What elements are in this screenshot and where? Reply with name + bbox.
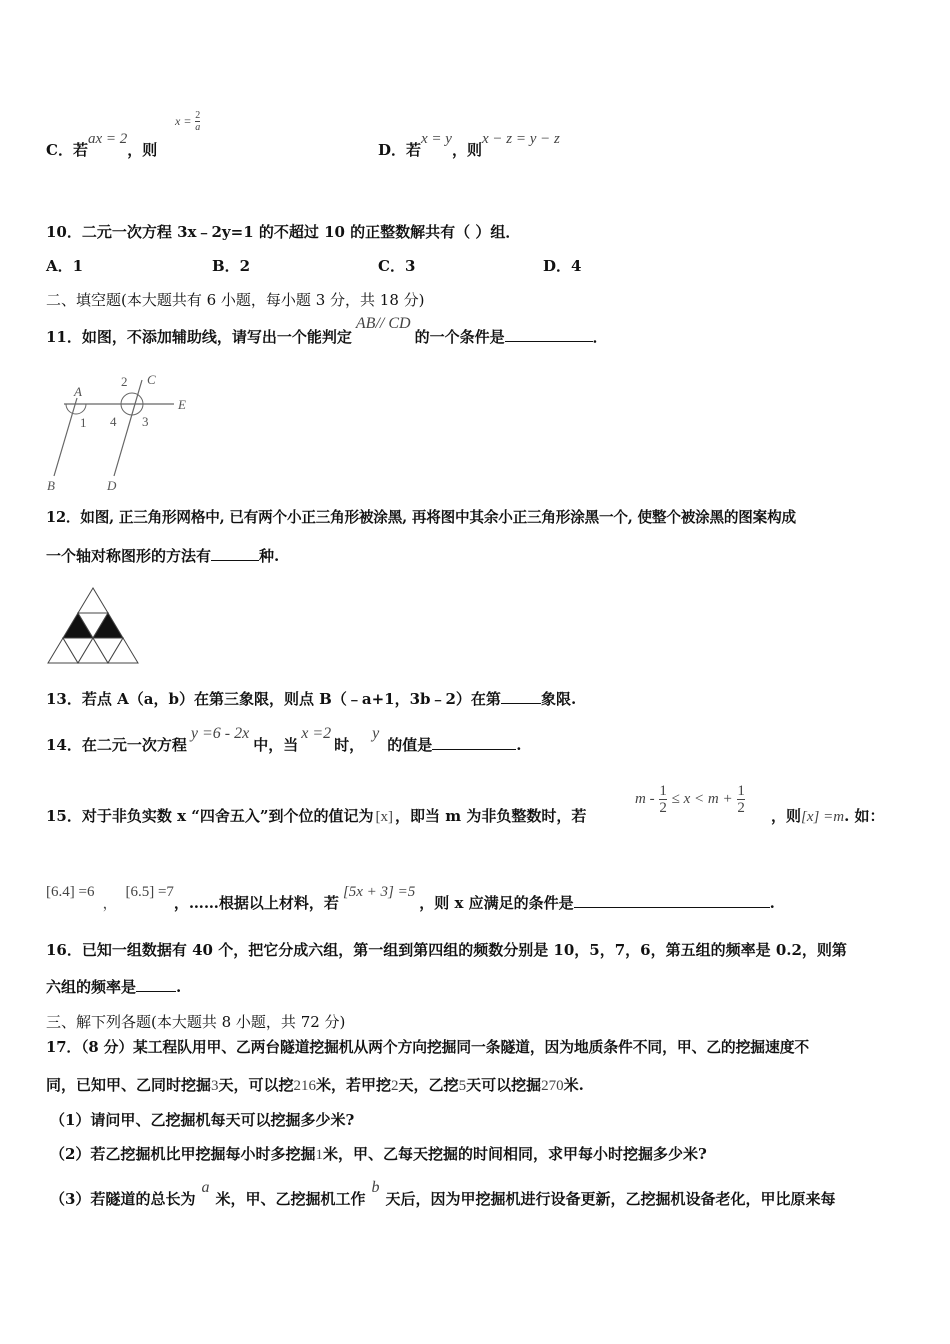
q15-post2: ，则 x 应满足的条件是 (419, 894, 574, 912)
q17-line2 (46, 1075, 584, 1096)
q11-post: 的一个条件是 (414, 328, 505, 346)
q15-example2: [6.5] =7 (125, 884, 174, 900)
q11-figure (44, 368, 204, 498)
q17-var-b: b (371, 1179, 380, 1196)
q12-line2 (46, 546, 279, 566)
q17-part1: （1）请问甲、乙挖掘机每天可以挖掘多少米? (50, 1111, 355, 1129)
q17-num-216: 216 (293, 1078, 317, 1094)
q14-pre: 14．在二元一次方程 (46, 736, 187, 754)
q13-post: 象限. (540, 690, 577, 708)
q15-line1 (46, 806, 586, 827)
q14-mid: 中，当 (253, 736, 299, 754)
q14-mid2: 时， (334, 736, 365, 754)
q15-bracket-x: [x] (375, 809, 394, 825)
q15-half-right (737, 783, 745, 816)
q9-c-result-den: a (195, 122, 201, 133)
q12-figure (47, 585, 139, 665)
q15-half-left-num: 1 (659, 783, 667, 799)
q15-line1-tail (771, 806, 885, 827)
q11-math: AB// CD (355, 315, 411, 332)
q12-answer-blank[interactable] (211, 546, 259, 561)
q14-answer-blank[interactable] (432, 735, 516, 750)
q15-end: . (769, 894, 775, 912)
section3-title: 三、解下列各题(本大题共 8 小题，共 72 分) (46, 1013, 346, 1031)
q14-text (46, 725, 522, 756)
q12-line2-pre: 一个轴对称图形的方法有 (46, 547, 212, 565)
q14-equation: y =6 - 2x (190, 725, 250, 742)
q17-num-3: 3 (211, 1078, 219, 1094)
q17-l2c: 米，若甲挖 (316, 1076, 392, 1094)
q16-line2-post: . (176, 978, 182, 996)
q17-l2e: 天可以挖掘 (466, 1076, 542, 1094)
q11-label-3: 3 (142, 414, 149, 429)
q11-pre: 11．如图，不添加辅助线，请写出一个能判定 (46, 328, 352, 346)
q15-line2 (46, 884, 775, 914)
q14-end: . (516, 736, 522, 754)
q17-l2a: 同，已知甲、乙同时挖掘 (46, 1076, 212, 1094)
q9-c-then: ，则 (127, 141, 158, 159)
q17-line1: 17．（8 分）某工程队用甲、乙两台隧道挖掘机从两个方向挖掘同一条隧道，因为地质条件不同，甲、乙的挖掘速度不 (46, 1039, 810, 1056)
q11-label-2: 2 (121, 374, 128, 389)
q15-post: . 如： (844, 807, 885, 825)
q11-text (46, 315, 608, 348)
q15-ineq-mid: ≤ x < m + (671, 791, 733, 807)
q17-l2f: 米. (563, 1076, 584, 1094)
q15-pre: 15．对于非负实数 x “四舍五入”到个位的值记为 (46, 807, 374, 825)
q15-ineq-m: m - (635, 791, 655, 807)
q9-option-c (46, 131, 158, 161)
q16-line2-pre: 六组的频率是 (46, 978, 137, 996)
q9-d-result: x − z = y − z (481, 131, 560, 147)
q17-p3a: （3）若隧道的总长为 (50, 1190, 196, 1208)
q15-half-right-den: 2 (737, 800, 745, 816)
q10-option-d: D．4 (543, 257, 582, 275)
q17-p3c: 天后，因为甲挖掘机进行设备更新，乙挖掘机设备老化，甲比原来每 (385, 1190, 836, 1208)
q17-l2d: 天，乙挖 (398, 1076, 459, 1094)
q17-var-a: a (201, 1179, 210, 1196)
q15-half-left-den: 2 (659, 800, 667, 816)
q10-option-b: B．2 (212, 257, 251, 275)
q15-condition: [5x + 3] =5 (342, 884, 416, 900)
q15-half-right-num: 1 (737, 783, 745, 799)
q9-c-result-num: 2 (195, 110, 201, 121)
q17-p2b: 米，甲、乙每天挖掘的时间相同，求甲每小时挖掘多少米? (322, 1145, 707, 1163)
q17-p2a: （2）若乙挖掘机比甲挖掘每小时多挖掘 (50, 1145, 316, 1163)
q9-d-label: D．若 (378, 141, 422, 159)
q15-mid: ，即当 m 为非负整数时，若 (395, 807, 587, 825)
q12-line2-post: 种. (259, 547, 280, 565)
q17-num-5: 5 (458, 1078, 467, 1094)
q14-post: 的值是 (387, 736, 433, 754)
q14-condition: x =2 (301, 725, 332, 742)
q17-l2b: 天，可以挖 (218, 1076, 294, 1094)
q9-c-condition: ax = 2 (87, 131, 128, 147)
q11-label-a: A (74, 384, 82, 399)
q9-c-result-fraction (195, 110, 200, 133)
q16-answer-blank[interactable] (136, 977, 176, 992)
q13-text (46, 689, 576, 709)
q15-example1: [6.4] =6 (46, 884, 95, 900)
q15-eq-result: [x] =m (801, 809, 845, 825)
q15-inequality (635, 783, 745, 816)
q11-label-1: 1 (80, 415, 87, 430)
q13-pre: 13．若点 A（a，b）在第三象限，则点 B（﹣a+1，3b﹣2）在第 (46, 690, 501, 708)
q17-num-2: 2 (391, 1078, 399, 1094)
q13-answer-blank[interactable] (501, 689, 541, 704)
q15-mid2: ，则 (771, 807, 802, 825)
q9-c-result (175, 110, 200, 133)
q11-label-b: B (47, 478, 55, 493)
q10-option-a: A．1 (46, 257, 84, 275)
q17-part2 (50, 1144, 707, 1165)
q16-line2 (46, 977, 181, 997)
q11-angle1-arc (66, 404, 86, 414)
q9-d-condition: x = y (421, 131, 452, 147)
q9-d-then: ，则 (451, 141, 482, 159)
q10-option-c: C．3 (378, 257, 416, 275)
section2-title: 二、填空题(本大题共有 6 小题，每小题 3 分，共 18 分) (46, 291, 425, 309)
q15-half-left (659, 783, 667, 816)
q9-c-result-lhs: x = (175, 114, 192, 128)
q11-answer-blank[interactable] (505, 327, 593, 342)
q12-line1: 12．如图, 正三角形网格中, 已有两个小正三角形被涂黑, 再将图中其余小正三角形涂黑一个, 使整个被涂黑的图案构成 (46, 509, 796, 526)
q17-p3b: 米，甲、乙挖掘机工作 (215, 1190, 366, 1208)
q14-var-y: y (372, 725, 380, 742)
q15-mid3: ，……根据以上材料，若 (173, 894, 339, 912)
q17-part3 (50, 1179, 836, 1210)
q9-c-label: C．若 (46, 141, 88, 159)
q17-num-270: 270 (541, 1078, 564, 1094)
q16-line1: 16．已知一组数据有 40 个，把它分成六组，第一组到第四组的频数分别是 10，5，7，6，第五组的频率是 0.2，则第 (46, 941, 847, 959)
q11-end: ． (592, 328, 608, 346)
q15-comma: ， (102, 896, 118, 912)
q11-label-4: 4 (110, 414, 117, 429)
q11-label-c: C (147, 372, 156, 387)
q12-tri-top (78, 588, 108, 613)
q11-label-d: D (107, 478, 117, 493)
q15-answer-blank[interactable] (574, 893, 770, 908)
q17-p2-num: 1 (315, 1147, 323, 1163)
q11-line-ab (54, 398, 77, 476)
q11-label-e: E (178, 397, 186, 412)
q10-stem: 10．二元一次方程 3x﹣2y=1 的不超过 10 的正整数解共有（ ）组． (46, 223, 521, 241)
q9-option-d (378, 131, 560, 161)
